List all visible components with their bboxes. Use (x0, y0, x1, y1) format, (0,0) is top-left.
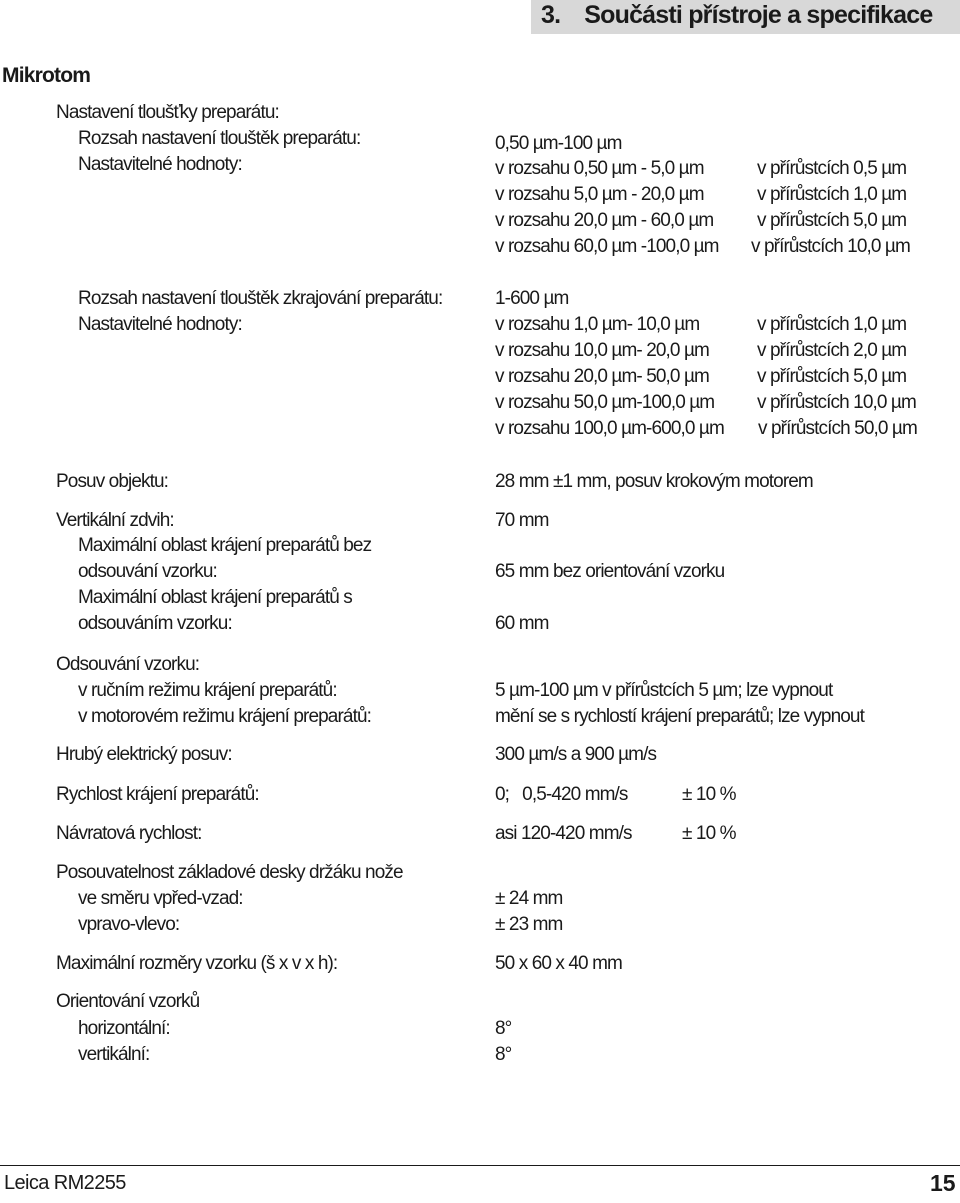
vertical-value: 8° (495, 1044, 512, 1065)
coarse-feed-label: Hrubý elektrický posuv: (56, 744, 232, 765)
vertical-stroke-label: Vertikální zdvih: (56, 510, 174, 531)
retract-label: Maximální oblast krájení preparátů s (78, 587, 352, 608)
vertical-stroke-value: 70 mm (495, 510, 549, 531)
manual-mode-label: v ručním režimu krájení preparátů: (78, 680, 337, 701)
cut-speed-tolerance: ± 10 % (682, 784, 736, 805)
trimming-row-step: v přírůstcích 5,0 µm (757, 366, 907, 387)
horizontal-value: 8° (495, 1018, 512, 1039)
thickness-row-range: v rozsahu 0,50 µm - 5,0 µm (495, 158, 704, 179)
trimming-row-step: v přírůstcích 1,0 µm (757, 314, 907, 335)
thickness-range-value: 0,50 µm-100 µm (495, 133, 622, 154)
footer-rule (0, 1165, 960, 1166)
trimming-row-step: v přírůstcích 10,0 µm (757, 392, 916, 413)
trimming-row-step: v přírůstcích 50,0 µm (758, 418, 917, 439)
object-feed-label: Posuv objektu: (56, 471, 169, 492)
return-speed-tolerance: ± 10 % (682, 823, 736, 844)
trimming-range-label: Rozsah nastavení tlouštěk zkrajování preparátu: (78, 288, 443, 309)
footer-product: Leica RM2255 (4, 1172, 126, 1194)
thickness-row-step: v přírůstcích 5,0 µm (757, 210, 907, 231)
max-size-value: 50 x 60 x 40 mm (495, 953, 622, 974)
thickness-row-range: v rozsahu 60,0 µm -100,0 µm (495, 236, 719, 257)
motor-mode-label: v motorovém režimu krájení preparátů: (78, 706, 371, 727)
trimming-row-step: v přírůstcích 2,0 µm (757, 340, 907, 361)
front-back-label: ve směru vpřed-vzad: (78, 888, 243, 909)
trimming-row-range: v rozsahu 10,0 µm- 20,0 µm (495, 340, 709, 361)
section-title: Mikrotom (2, 64, 91, 87)
trimming-row-range: v rozsahu 1,0 µm- 10,0 µm (495, 314, 700, 335)
page-number: 15 (930, 1170, 956, 1196)
horizontal-label: horizontální: (78, 1018, 170, 1039)
thickness-row-step: v přírůstcích 10,0 µm (751, 236, 910, 257)
thickness-row-step: v přírůstcích 1,0 µm (757, 184, 907, 205)
chapter-heading (541, 0, 932, 34)
thickness-row-step: v přírůstcích 0,5 µm (757, 158, 907, 179)
thickness-row-range: v rozsahu 20,0 µm - 60,0 µm (495, 210, 714, 231)
trimming-values-label: Nastavitelné hodnoty: (78, 314, 242, 335)
chapter-title: Součásti přístroje a specifikace (584, 1, 933, 29)
return-speed-value: asi 120-420 mm/s (495, 823, 632, 844)
thickness-row-range: v rozsahu 5,0 µm - 20,0 µm (495, 184, 704, 205)
return-speed-label: Návratová rychlost: (56, 823, 202, 844)
thickness-range-label: Rozsah nastavení tlouštěk preparátu: (78, 128, 361, 149)
left-right-value: ± 23 mm (495, 914, 563, 935)
no-retract-label-cont: odsouvání vzorku: (78, 561, 217, 582)
cut-speed-value: 0; 0,5-420 mm/s (495, 784, 628, 805)
vertical-label: vertikální: (78, 1044, 150, 1065)
orientation-label: Orientování vzorků (56, 991, 200, 1012)
retract-value: 60 mm (495, 613, 549, 634)
trimming-row-range: v rozsahu 50,0 µm-100,0 µm (495, 392, 715, 413)
motor-mode-value: mění se s rychlostí krájení preparátů; lze vypnout (495, 706, 864, 727)
manual-mode-value: 5 µm-100 µm v přírůstcích 5 µm; lze vypnout (495, 680, 833, 701)
cut-speed-label: Rychlost krájení preparátů: (56, 784, 259, 805)
thickness-values-label: Nastavitelné hodnoty: (78, 154, 242, 175)
trimming-range-value: 1-600 µm (495, 288, 569, 309)
chapter-number: 3. (541, 1, 561, 29)
trimming-row-range: v rozsahu 100,0 µm-600,0 µm (495, 418, 724, 439)
retract-label-cont: odsouváním vzorku: (78, 613, 232, 634)
max-size-label: Maximální rozměry vzorku (š x v x h): (56, 953, 338, 974)
no-retract-value: 65 mm bez orientování vzorku (495, 561, 725, 582)
knife-base-label: Posouvatelnost základové desky držáku nože (56, 862, 403, 883)
thickness-heading: Nastavení tloušťky preparátu: (56, 102, 279, 123)
left-right-label: vpravo-vlevo: (78, 914, 180, 935)
trimming-row-range: v rozsahu 20,0 µm- 50,0 µm (495, 366, 709, 387)
no-retract-label: Maximální oblast krájení preparátů bez (78, 535, 372, 556)
retraction-label: Odsouvání vzorku: (56, 654, 200, 675)
coarse-feed-value: 300 µm/s a 900 µm/s (495, 744, 657, 765)
object-feed-value: 28 mm ±1 mm, posuv krokovým motorem (495, 471, 813, 492)
front-back-value: ± 24 mm (495, 888, 563, 909)
